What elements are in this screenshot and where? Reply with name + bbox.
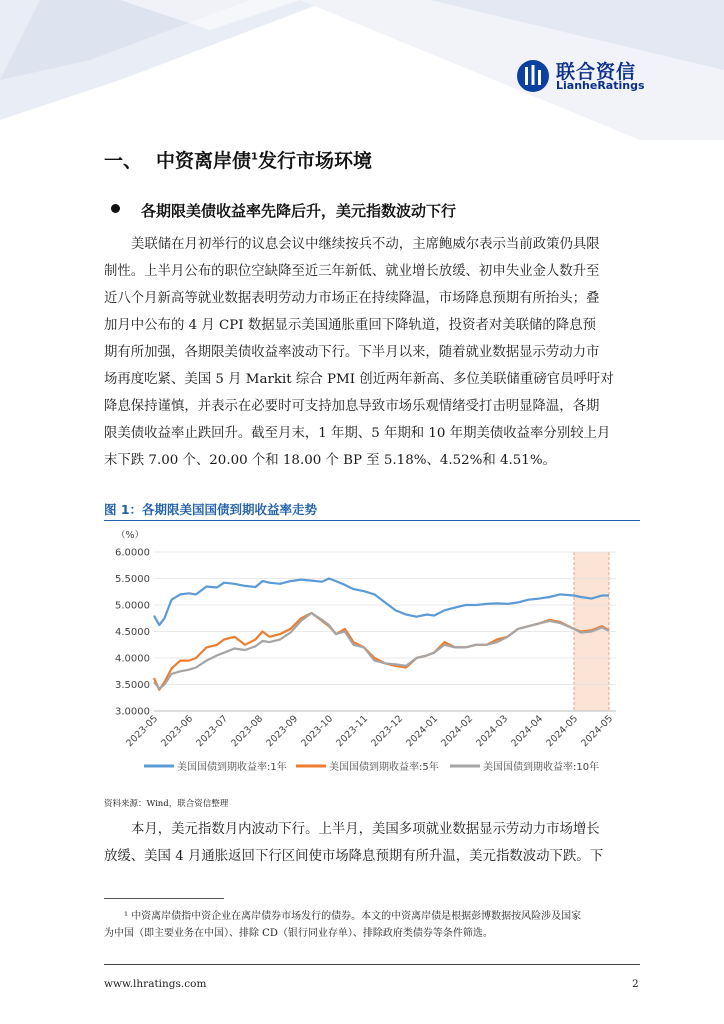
- x-tick-label: 2024-04: [509, 713, 546, 750]
- paragraph-line: 期有所加强，各期限美债收益率波动下行。下半月以来，随着就业数据显示劳动力市: [104, 345, 600, 360]
- x-tick-label: 2023-06: [159, 713, 196, 750]
- y-tick-label: 5.5000: [115, 574, 150, 585]
- x-tick-label: 2024-01: [404, 713, 441, 750]
- company-logo: [516, 57, 646, 97]
- subsection-title: 各期限美债收益率先降后升，美元指数波动下行: [141, 202, 457, 220]
- section-number: 一、: [104, 150, 143, 172]
- y-tick-label: 5.0000: [115, 600, 150, 612]
- x-tick-label: 2023-10: [299, 713, 336, 750]
- paragraph-line: 加月中公布的 4 月 CPI 数据显示美国通胀重回下降轨道，投资者对美联储的降息预: [104, 318, 596, 333]
- footnote-ref: 1: [251, 151, 258, 163]
- paragraph-line: 限美债收益率止跌回升。截至月末，1 年期、5 年期和 10 年期美债收益率分别较上月: [104, 426, 611, 441]
- paragraph-line: 制性。上半月公布的职位空缺降至近三年新低、就业增长放缓、初申失业金人数升至: [104, 264, 600, 279]
- footnote-rule: [104, 898, 224, 899]
- paragraph-line: 本月，美元指数月内波动下行。上半月，美国多项就业数据显示劳动力市场增长: [131, 822, 600, 837]
- x-tick-label: 2023-09: [264, 713, 301, 750]
- paragraph-line: 近八个月新高等就业数据表明劳动力市场正在持续降温，市场降息预期有所抬头；叠: [104, 291, 600, 306]
- footer-rule: [104, 964, 640, 965]
- paragraph-line: 放缓、美国 4 月通胀返回下行区间使市场降息预期有所升温，美元指数波动下跌。下: [104, 849, 604, 864]
- x-tick-label: 2023-11: [334, 713, 371, 750]
- legend-label: 美国国债到期收益率:1年: [177, 762, 287, 773]
- paragraph-line: 降息保持谨慎，并表示在必要时可支持加息导致市场乐观情绪受打击明显降温，各期: [104, 399, 600, 414]
- paragraph-line: 场再度吃紧、美国 5 月 Markit 综合 PMI 创近两年新高、多位美联储重磅官员呼吁对: [104, 372, 614, 387]
- bullet-icon: [111, 204, 120, 213]
- footer-url[interactable]: www.lhratings.com: [104, 978, 207, 990]
- x-tick-label: 2024-03: [474, 713, 511, 750]
- series-line-2: [154, 613, 609, 690]
- y-axis-label: （%）: [116, 530, 145, 541]
- logo-text-en: LianheRatings: [556, 79, 645, 92]
- footnote-line: 为中国（即主要业务在中国）、排除 CD（银行同业存单）、排除政府类债券等条件筛选。: [104, 928, 493, 939]
- x-tick-label: 2023-08: [229, 713, 266, 750]
- logo-mark-icon: [516, 59, 550, 93]
- paragraph-line: 末下跌 7.00 个、20.00 个和 18.00 个 BP 至 5.18%、4.52%和 4.51%。: [104, 453, 556, 468]
- paragraph-line: 美联储在月初举行的议息会议中继续按兵不动，主席鲍威尔表示当前政策仍具限: [131, 237, 600, 252]
- legend-label: 美国国债到期收益率:10年: [483, 762, 600, 773]
- x-tick-label: 2023-07: [194, 713, 231, 750]
- footnote-line: ¹ 中资离岸债指中资企业在离岸债券市场发行的债券。本文的中资离岸债是根据彭博数据按风险涉及国家: [124, 911, 582, 922]
- x-tick-label: 2024-05: [579, 713, 616, 750]
- x-tick-label: 2023-05: [124, 713, 161, 750]
- body-paragraph-1: [104, 231, 640, 474]
- figure-title-rule: [104, 520, 640, 521]
- y-tick-label: 4.5000: [115, 627, 150, 638]
- y-tick-label: 6.0000: [115, 547, 150, 559]
- section-title-tail: 发行市场环境: [257, 150, 372, 172]
- yield-line-chart: [104, 524, 640, 792]
- figure-source: 资料来源：Wind，联合资信整理: [104, 799, 229, 809]
- footnote: [104, 908, 640, 942]
- x-tick-label: 2024-02: [439, 713, 476, 750]
- y-tick-label: 3.0000: [115, 706, 150, 718]
- series-line-1: [154, 579, 609, 626]
- x-tick-label: 2024-05: [544, 713, 581, 750]
- section-heading: [104, 146, 372, 173]
- body-paragraph-2: [104, 816, 640, 870]
- x-tick-label: 2023-12: [369, 713, 406, 750]
- page-number: 2: [632, 978, 639, 990]
- y-tick-label: 3.5000: [115, 680, 150, 691]
- section-title: 中资离岸债: [156, 150, 252, 172]
- legend-label: 美国国债到期收益率:5年: [329, 762, 439, 773]
- series-line-3: [154, 613, 609, 689]
- y-tick-label: 4.0000: [115, 653, 150, 665]
- subsection-heading: [141, 200, 456, 221]
- figure-title: 图 1：各期限美国国债到期收益率走势: [104, 502, 318, 517]
- logo-text-cn: 联合资信: [556, 61, 637, 83]
